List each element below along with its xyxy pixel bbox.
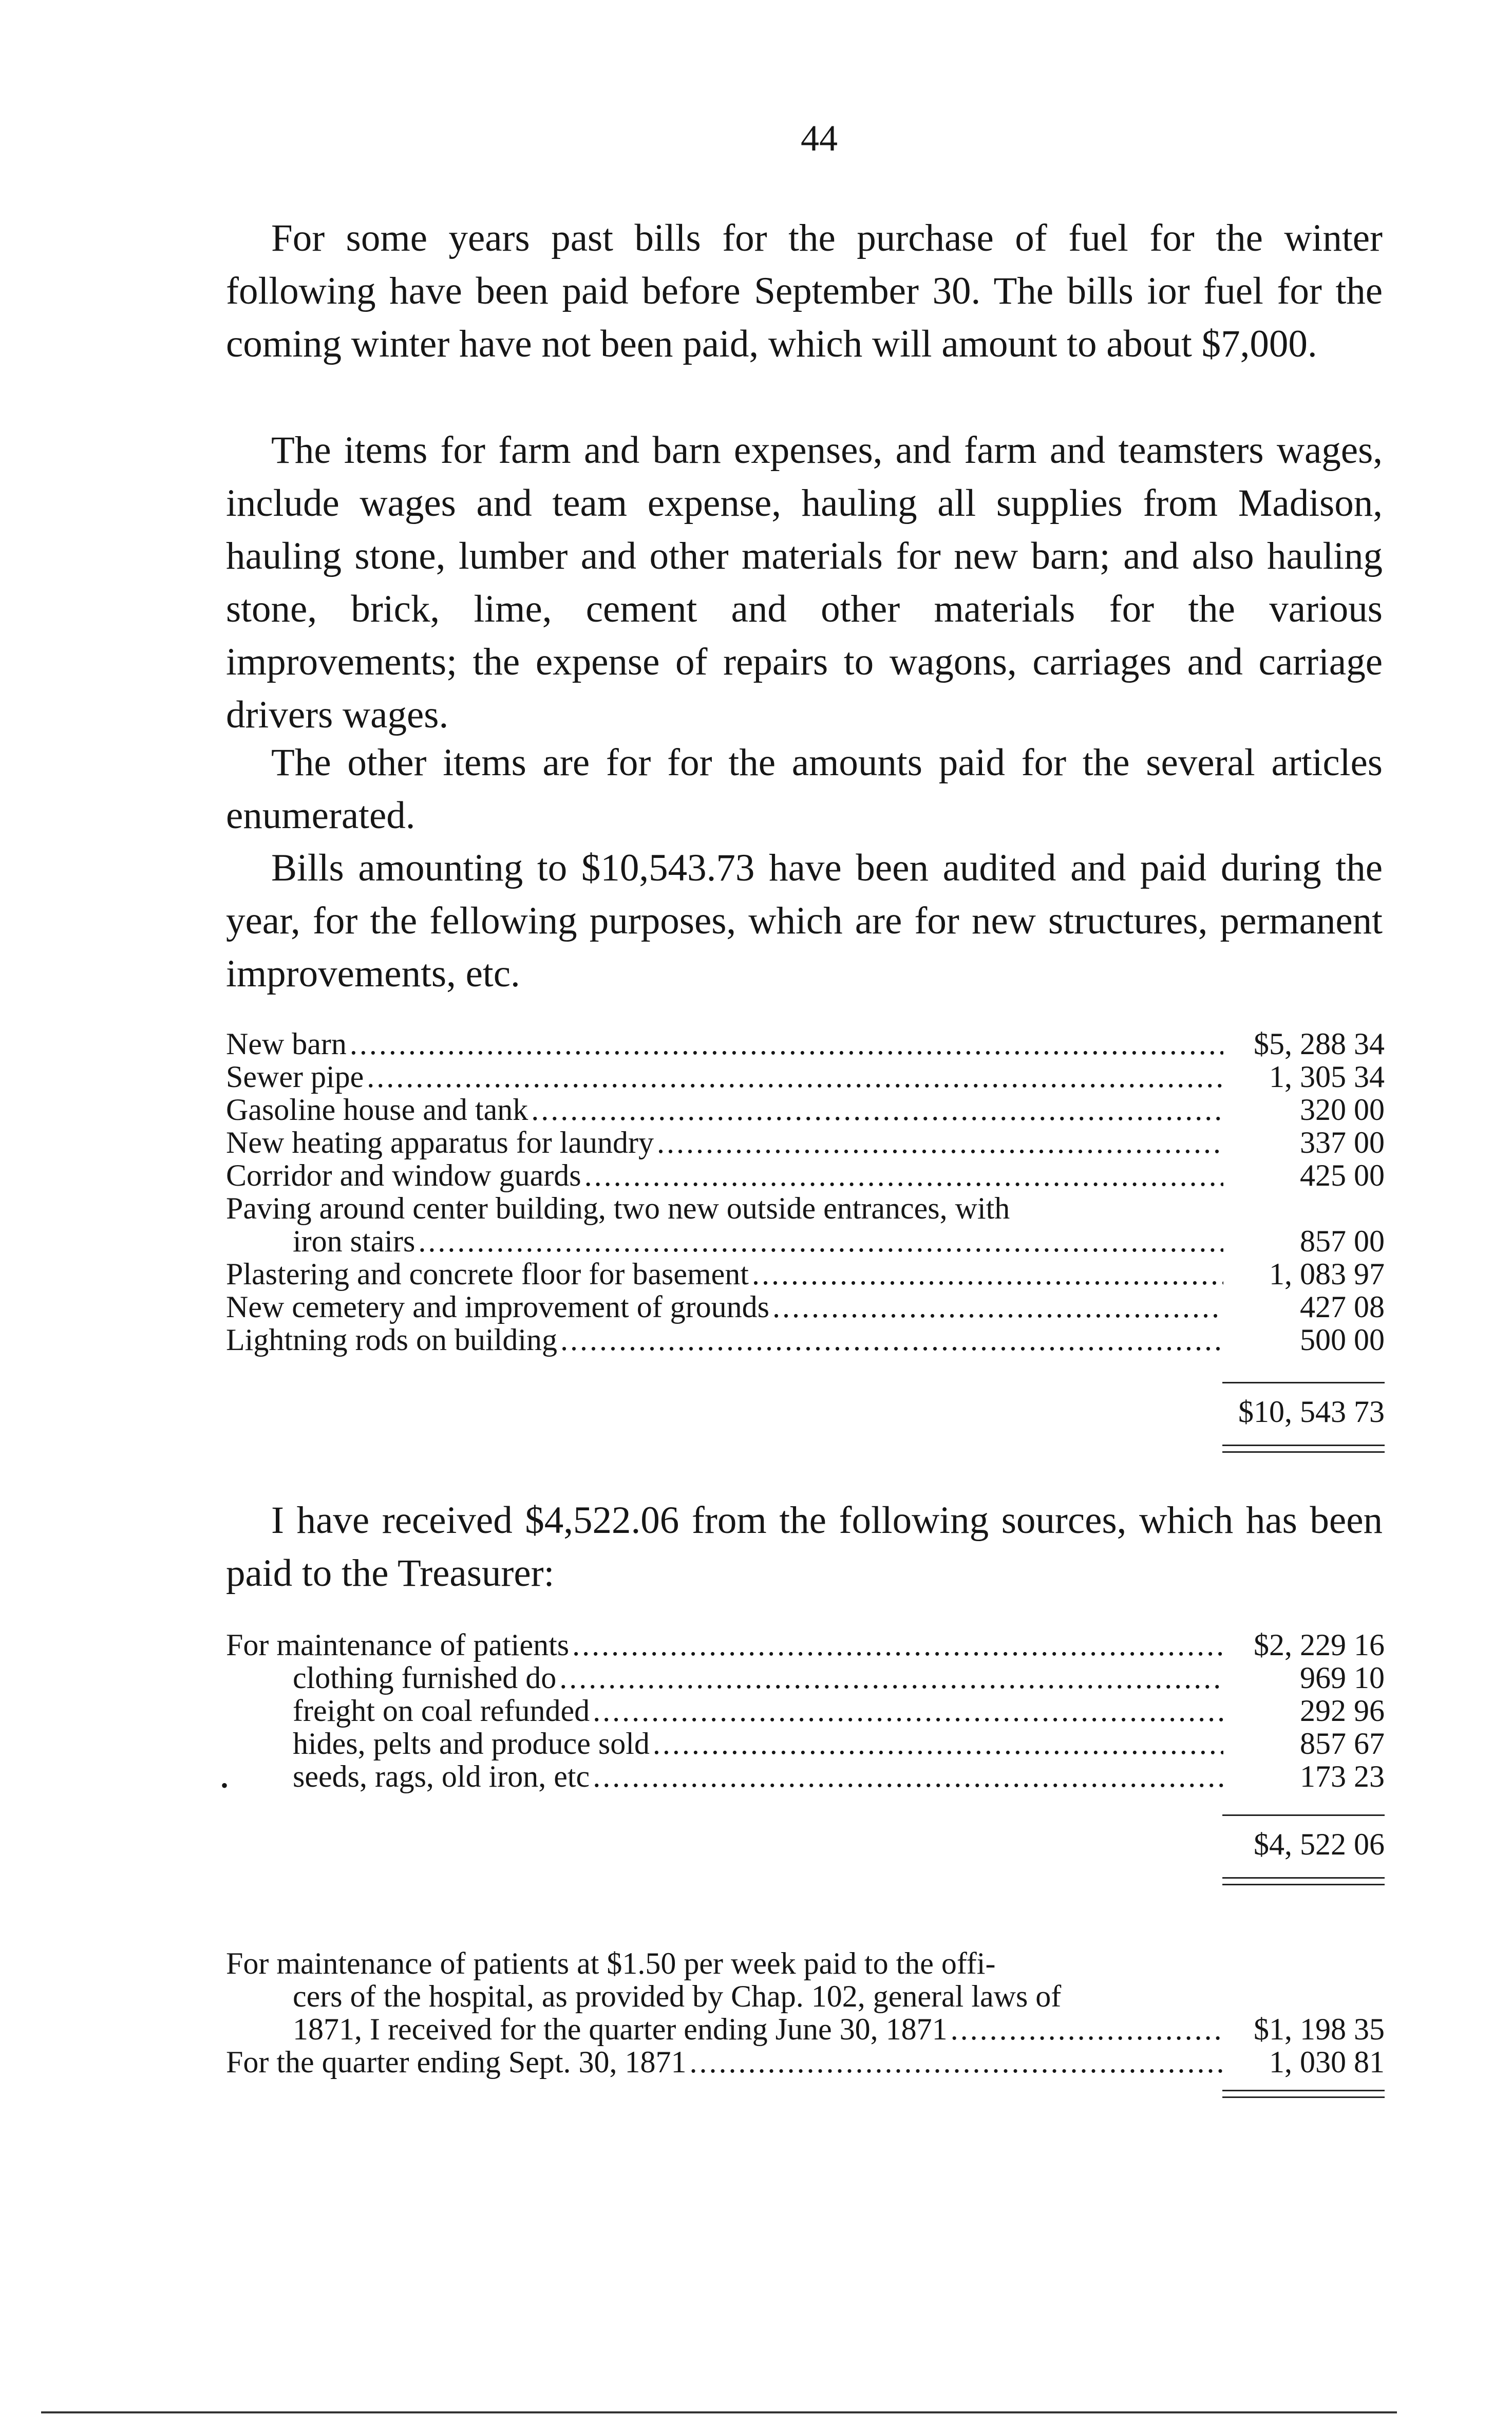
improvements-ledger [226, 1027, 1385, 1356]
ledger-row: For maintenance of patients ..... $2, 229 16 [226, 1628, 1385, 1661]
page-bottom-rule [41, 2411, 1397, 2413]
total-double-rule [1222, 2090, 1385, 2098]
ledger-row: New heating apparatus for laundry ..... 337 00 [226, 1126, 1385, 1159]
total-double-rule [1222, 1445, 1385, 1453]
maintenance-ledger [226, 1947, 1385, 2078]
ledger-row: seeds, rags, old iron, etc ..... 173 23 [226, 1760, 1385, 1793]
ledger-row: 1871, I received for the quarter ending June 30, 1871 ..... $1, 198 35 [226, 2013, 1385, 2046]
ledger-row: hides, pelts and produce sold ..... 857 67 [226, 1727, 1385, 1760]
maintenance-line: cers of the hospital, as provided by Chap. 102, general laws of [293, 1979, 1062, 2013]
paragraph-receipts: I have received $4,522.06 from the following sources, which has been paid to the Treasurer: [226, 1499, 1383, 1595]
ledger-row: Sewer pipe ..... 1, 305 34 [226, 1060, 1385, 1093]
stray-mark: • [221, 1774, 229, 1797]
ledger-row: Plastering and concrete floor for basement ..... 1, 083 97 [226, 1258, 1385, 1290]
receipts-ledger [226, 1628, 1385, 1793]
subtotal-rule [1222, 1814, 1385, 1816]
paragraph-other-items: The other items are for for the amounts paid for the several articles enumerated. [226, 741, 1383, 837]
ledger-row: Corridor and window guards ..... 425 00 [226, 1159, 1385, 1192]
page-number: 44 [801, 118, 838, 159]
maintenance-line: For maintenance of patients at $1.50 per week paid to the offi- [226, 1946, 996, 1980]
receipts-total: $4, 522 06 [1254, 1827, 1385, 1861]
ledger-row: freight on coal refunded ..... 292 96 [226, 1694, 1385, 1727]
ledger-row: iron stairs ..... 857 00 [226, 1225, 1385, 1258]
subtotal-rule [1222, 1382, 1385, 1383]
ledger-row: New cemetery and improvement of grounds ..... 427 08 [226, 1290, 1385, 1323]
total-double-rule [1222, 1877, 1385, 1885]
paragraph-bills-audited: Bills amounting to $10,543.73 have been audited and paid during the year, for the fellowing purposes, which are for new structures, permanent improvements, etc. [226, 847, 1383, 995]
ledger-row: Gasoline house and tank ..... 320 00 [226, 1093, 1385, 1126]
ledger-row: Lightning rods on building ..... 500 00 [226, 1323, 1385, 1356]
ledger-row: clothing furnished do ..... 969 10 [226, 1661, 1385, 1694]
paragraph-farm-expenses: The items for farm and barn expenses, and farm and teamsters wages, include wages and team expense, hauling all supplies from Madison, hauling stone, lumber and other materials for new barn; and also hauling stone, brick, lime, cement and other materials for the various improvements; the expense of repairs to wagons, carriages and carriage drivers wages. [226, 429, 1383, 736]
paragraph-fuel: For some years past bills for the purchase of fuel for the winter following have been paid before September 30. The bills ior fuel for the coming winter have not been paid, which will amount to about $7,000. [226, 217, 1383, 365]
ledger-row: For the quarter ending Sept. 30, 1871 ..... 1, 030 81 [226, 2046, 1385, 2078]
ledger-row-heading: Paving around center building, two new outside entrances, with [226, 1191, 1010, 1225]
improvements-total: $10, 543 73 [1238, 1395, 1385, 1429]
ledger-row: New barn ..... $5, 288 34 [226, 1027, 1385, 1060]
